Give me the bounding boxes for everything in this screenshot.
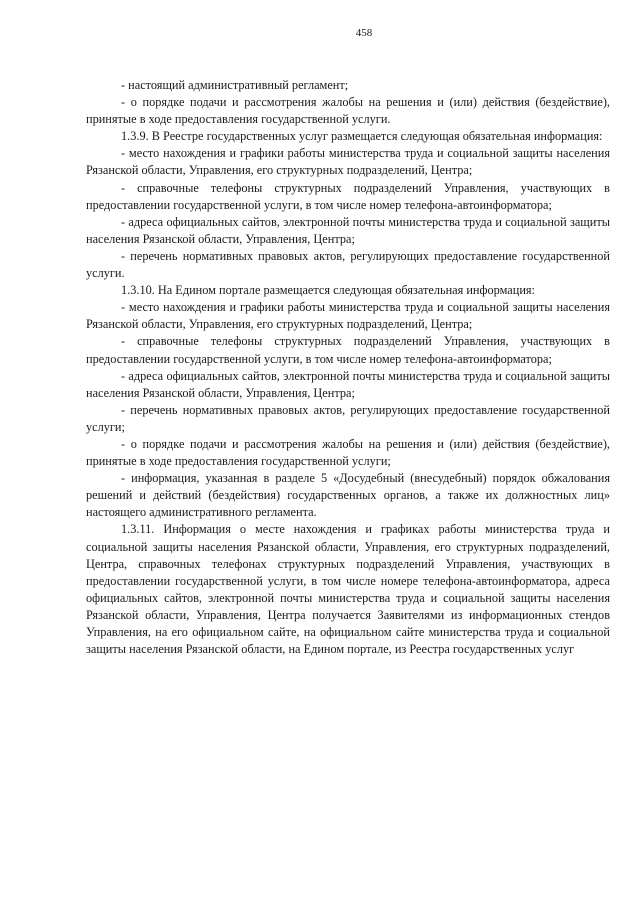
paragraph-12: - перечень нормативных правовых актов, регулирующих предоставление государственной услуги; [86, 402, 610, 434]
paragraph-15: 1.3.11. Информация о месте нахождения и графиках работы министерства труда и социальной защиты населения Рязанской области, Управления, его структурных подразделений, Центра, справочных телефонах структурных подразделений Управления, участвующих в предоставлении государственной услуги, в том числе номере телефона-автоинформатора, адреса официальных сайтов, электронной почты министерства труда и социальной защиты населения Рязанской области, Управления, Центра получается Заявителями из информационных стендов Управления, на его официальном сайте, на официальном сайте министерства труда и социальной защиты населения Рязанской области, на Едином портале, из Реестра государственных услуг [86, 522, 610, 657]
paragraph-3: 1.3.9. В Реестре государственных услуг размещается следующая обязательная информация: [121, 129, 603, 144]
paragraph-4: - место нахождения и графики работы министерства труда и социальной защиты населения Рязанской области, Управления, его структурных подразделений, Центра; [86, 146, 610, 178]
paragraph-7: - перечень нормативных правовых актов, регулирующих предоставление государственной услуги. [86, 248, 610, 281]
paragraph-11: - адреса официальных сайтов, электронной почты министерства труда и социальной защиты населения Рязанской области, Управления, Центра; [86, 368, 610, 400]
document-body [86, 77, 610, 658]
paragraph-5: - справочные телефоны структурных подразделений Управления, участвующих в предоставлении государственной услуги, в том числе номер телефона-автоинформатора; [86, 180, 610, 212]
paragraph-1: - настоящий административный регламент; [121, 78, 349, 92]
paragraph-10: - справочные телефоны структурных подразделений Управления, участвующих в предоставлении государственной услуги, в том числе номер телефона-автоинформатора; [86, 334, 610, 366]
paragraph-2: - о порядке подачи и рассмотрения жалобы на решения и (или) действия (бездействие), принятые в ходе предоставления государственной услуги. [86, 95, 610, 127]
paragraph-9: - место нахождения и графики работы министерства труда и социальной защиты населения Рязанской области, Управления, его структурных подразделений, Центра; [86, 300, 610, 332]
paragraph-13: - о порядке подачи и рассмотрения жалобы на решения и (или) действия (бездействие), принятые в ходе предоставления государственной услуги; [86, 436, 610, 469]
paragraph-8: 1.3.10. На Едином портале размещается следующая обязательная информация: [121, 283, 535, 298]
paragraph-6: - адреса официальных сайтов, электронной почты министерства труда и социальной защиты населения Рязанской области, Управления, Центра; [86, 214, 610, 246]
page-number: 458 [355, 27, 373, 39]
paragraph-14: - информация, указанная в разделе 5 «Досудебный (внесудебный) порядок обжалования решений и действий (бездействия) государственных органов, а также их должностных лиц» настоящего административного регламента. [86, 471, 610, 520]
